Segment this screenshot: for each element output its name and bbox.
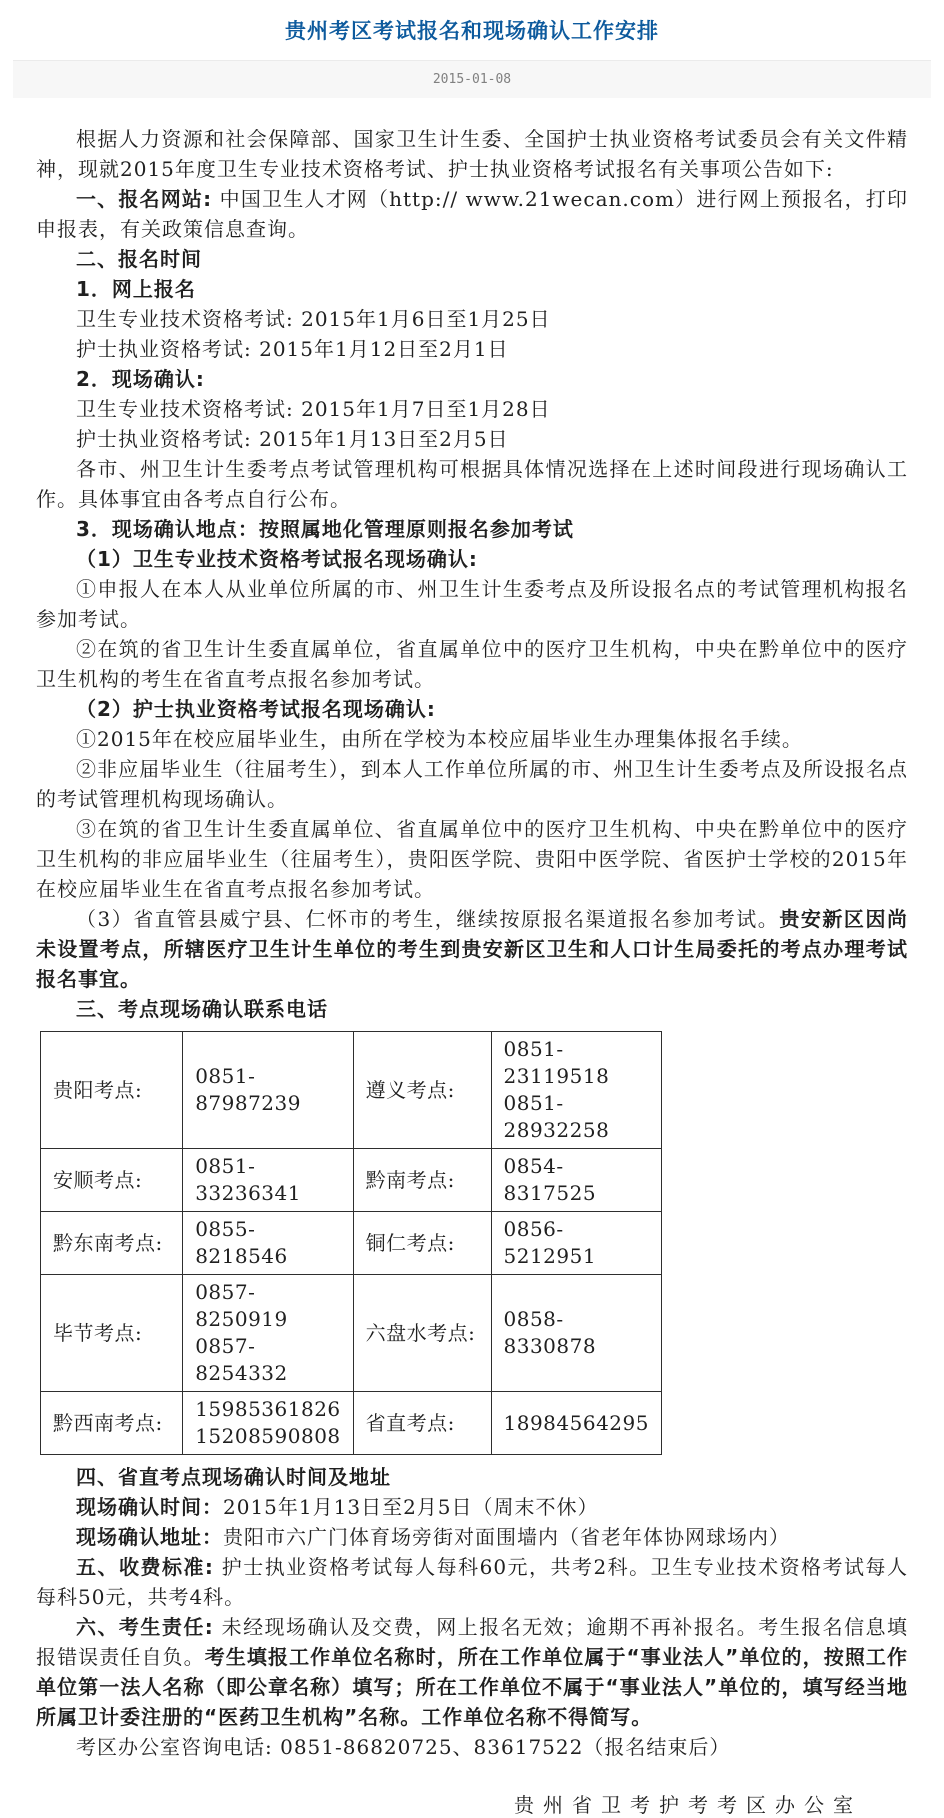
paragraph xyxy=(36,1492,908,1522)
paragraph xyxy=(36,814,908,904)
paragraph xyxy=(36,274,908,304)
table-cell xyxy=(353,1149,491,1212)
paragraph xyxy=(36,514,908,544)
signature: 贵州省卫考护考考区办公室 xyxy=(514,1793,862,1817)
table-cell xyxy=(491,1212,662,1275)
table-cell xyxy=(41,1149,183,1212)
table-cell xyxy=(491,1032,662,1149)
paragraph xyxy=(36,454,908,514)
bold-run: 五、收费标准: xyxy=(76,1555,214,1579)
text-run: ③在筑的省卫生计生委直属单位、省直属单位中的医疗卫生机构、中央在黔单位中的医疗卫生机构的非应届毕业生（往届考生），贵阳医学院、贵阳中医学院、省医护士学校的2015年在校应届毕业生在省直考点报名参加考试。 xyxy=(36,817,908,901)
table-row xyxy=(41,1275,662,1392)
paragraph xyxy=(36,1732,908,1762)
table-cell-line: 0851-23119518 xyxy=(503,1037,610,1088)
table-cell-line: 0857-8250919 xyxy=(195,1280,288,1331)
text-run: 2015年1月13日至2月5日（周末不休） xyxy=(223,1495,599,1519)
paragraph xyxy=(36,334,908,364)
table-cell xyxy=(41,1032,183,1149)
page-title: 贵州考区考试报名和现场确认工作安排 xyxy=(285,19,659,43)
date-bar xyxy=(13,60,931,98)
paragraph xyxy=(36,244,908,274)
table-cell-line: 0851-87987239 xyxy=(195,1064,301,1115)
table-row xyxy=(41,1032,662,1149)
table-cell-line: 六盘水考点: xyxy=(365,1320,476,1345)
table-cell-line: 遵义考点: xyxy=(365,1077,455,1102)
paragraph xyxy=(36,574,908,634)
paragraph xyxy=(36,544,908,574)
table-cell-line: 0851-33236341 xyxy=(195,1154,301,1205)
table-cell-line: 0857-8254332 xyxy=(195,1334,288,1385)
contact-phone-table xyxy=(40,1031,662,1455)
bold-run: 贵安新区因尚未设置考点，所辖医疗卫生计生单位的考生到贵安新区卫生和人口计生局委托的考点办理考试报名事宜。 xyxy=(36,907,908,991)
bold-run: 3．现场确认地点：按照属地化管理原则报名参加考试 xyxy=(76,517,574,541)
text-run: 根据人力资源和社会保障部、国家卫生计生委、全国护士执业资格考试委员会有关文件精神，现就2015年度卫生专业技术资格考试、护士执业资格考试报名有关事项公告如下: xyxy=(36,127,908,181)
table-cell xyxy=(183,1212,353,1275)
table-cell xyxy=(41,1275,183,1392)
text-run: 护士执业资格考试: 2015年1月12日至2月1日 xyxy=(76,337,509,361)
bold-run: 考生填报工作单位名称时，所在工作单位属于“事业法人”单位的，按照工作单位第一法人名称（即公章名称）填写；所在工作单位不属于“事业法人”单位的，填写经当地所属卫计委注册的“医药卫生机构”名称。工作单位名称不得简写。 xyxy=(36,1645,909,1729)
table-cell-line: 黔东南考点: xyxy=(53,1230,163,1255)
publish-date: 2015-01-08 xyxy=(432,72,512,87)
bold-run: 二、报名时间 xyxy=(76,247,202,271)
table-cell-line: 黔西南考点: xyxy=(53,1410,163,1435)
table-cell-line: 0856-5212951 xyxy=(503,1217,597,1268)
table-cell-line: 0855-8218546 xyxy=(195,1217,288,1268)
text-run: 各市、州卫生计生委考点考试管理机构可根据具体情况选择在上述时间段进行现场确认工作。具体事宜由各考点自行公布。 xyxy=(36,457,908,511)
text-run: ①2015年在校应届毕业生，由所在学校为本校应届毕业生办理集体报名手续。 xyxy=(76,727,803,751)
bold-run: （2）护士执业资格考试报名现场确认: xyxy=(76,697,436,721)
table-cell xyxy=(183,1149,353,1212)
table-cell-line: 18984564295 xyxy=(503,1410,649,1435)
text-run: 护士执业资格考试每人每科60元，共考2科。卫生专业技术资格考试每人每科50元，共考4科。 xyxy=(36,1555,909,1609)
table-cell xyxy=(41,1392,183,1455)
text-run: ②在筑的省卫生计生委直属单位，省直属单位中的医疗卫生机构，中央在黔单位中的医疗卫生机构的考生在省直考点报名参加考试。 xyxy=(36,637,908,691)
bold-run: 现场确认时间： xyxy=(76,1495,223,1519)
table-row xyxy=(41,1392,662,1455)
text-run: 未经现场确认及交费，网上报名无效；逾期不再补报名。考生报名信息填报错误责任自负。 xyxy=(36,1615,909,1669)
table-cell xyxy=(183,1392,353,1455)
paragraph xyxy=(36,904,908,994)
table-cell-line: 黔南考点: xyxy=(365,1167,455,1192)
paragraph xyxy=(36,394,908,424)
table-cell-line: 0851-28932258 xyxy=(503,1091,610,1142)
bold-run: 2．现场确认: xyxy=(76,367,205,391)
table-cell-line: 铜仁考点: xyxy=(365,1230,455,1255)
bold-run: 1．网上报名 xyxy=(76,277,196,301)
table-cell xyxy=(41,1212,183,1275)
paragraph xyxy=(36,424,908,454)
text-run: 卫生专业技术资格考试: 2015年1月7日至1月28日 xyxy=(76,397,551,421)
table-cell xyxy=(353,1032,491,1149)
table-cell xyxy=(353,1275,491,1392)
bold-run: 六、考生责任: xyxy=(76,1615,214,1639)
table-cell-line: 省直考点: xyxy=(365,1410,455,1435)
paragraph xyxy=(36,724,908,754)
paragraph xyxy=(36,754,908,814)
table-cell xyxy=(491,1275,662,1392)
table-cell-line: 毕节考点: xyxy=(53,1320,143,1345)
paragraph xyxy=(36,364,908,394)
paragraph xyxy=(36,184,908,244)
table-cell xyxy=(183,1275,353,1392)
table-row xyxy=(41,1149,662,1212)
paragraph xyxy=(36,1552,908,1612)
table-cell-line: 15208590808 xyxy=(195,1424,341,1448)
table-cell xyxy=(183,1032,353,1149)
bold-run: （1）卫生专业技术资格考试报名现场确认: xyxy=(76,547,478,571)
bold-run: 三、考点现场确认联系电话 xyxy=(76,997,328,1021)
text-run: （3）省直管县威宁县、仁怀市的考生，继续按原报名渠道报名参加考试。 xyxy=(76,907,780,931)
table-cell-line: 0858-8330878 xyxy=(503,1307,597,1358)
table-cell-line: 0854-8317525 xyxy=(503,1154,597,1205)
table-cell-line: 安顺考点: xyxy=(53,1167,143,1192)
text-run: ②非应届毕业生（往届考生），到本人工作单位所属的市、州卫生计生委考点及所设报名点的考试管理机构现场确认。 xyxy=(36,757,908,811)
bold-run: 四、省直考点现场确认时间及地址 xyxy=(76,1465,391,1489)
table-cell xyxy=(353,1212,491,1275)
paragraph xyxy=(36,994,908,1024)
paragraph xyxy=(36,1612,908,1732)
paragraph xyxy=(36,634,908,694)
paragraph xyxy=(36,1462,908,1492)
table-cell-line: 15985361826 xyxy=(195,1397,341,1421)
table-row xyxy=(41,1212,662,1275)
document-body xyxy=(36,124,908,1762)
paragraph xyxy=(36,304,908,334)
table-cell xyxy=(491,1392,662,1455)
bold-run: 一、报名网站: xyxy=(76,187,213,211)
text-run: 中国卫生人才网（http:// www.21wecan.com）进行网上预报名，打印申报表，有关政策信息查询。 xyxy=(36,187,908,241)
table-cell xyxy=(491,1149,662,1212)
paragraph xyxy=(36,1522,908,1552)
text-run: ①申报人在本人从业单位所属的市、州卫生计生委考点及所设报名点的考试管理机构报名参加考试。 xyxy=(36,577,908,631)
table-cell-line: 贵阳考点: xyxy=(53,1077,143,1102)
paragraph xyxy=(36,124,908,184)
bold-run: 现场确认地址： xyxy=(76,1525,223,1549)
text-run: 考区办公室咨询电话: 0851-86820725、83617522（报名结束后） xyxy=(76,1735,731,1759)
text-run: 卫生专业技术资格考试: 2015年1月6日至1月25日 xyxy=(76,307,551,331)
text-run: 贵阳市六广门体育场旁街对面围墙内（省老年体协网球场内） xyxy=(223,1525,790,1549)
paragraph xyxy=(36,694,908,724)
table-cell xyxy=(353,1392,491,1455)
text-run: 护士执业资格考试: 2015年1月13日至2月5日 xyxy=(76,427,509,451)
